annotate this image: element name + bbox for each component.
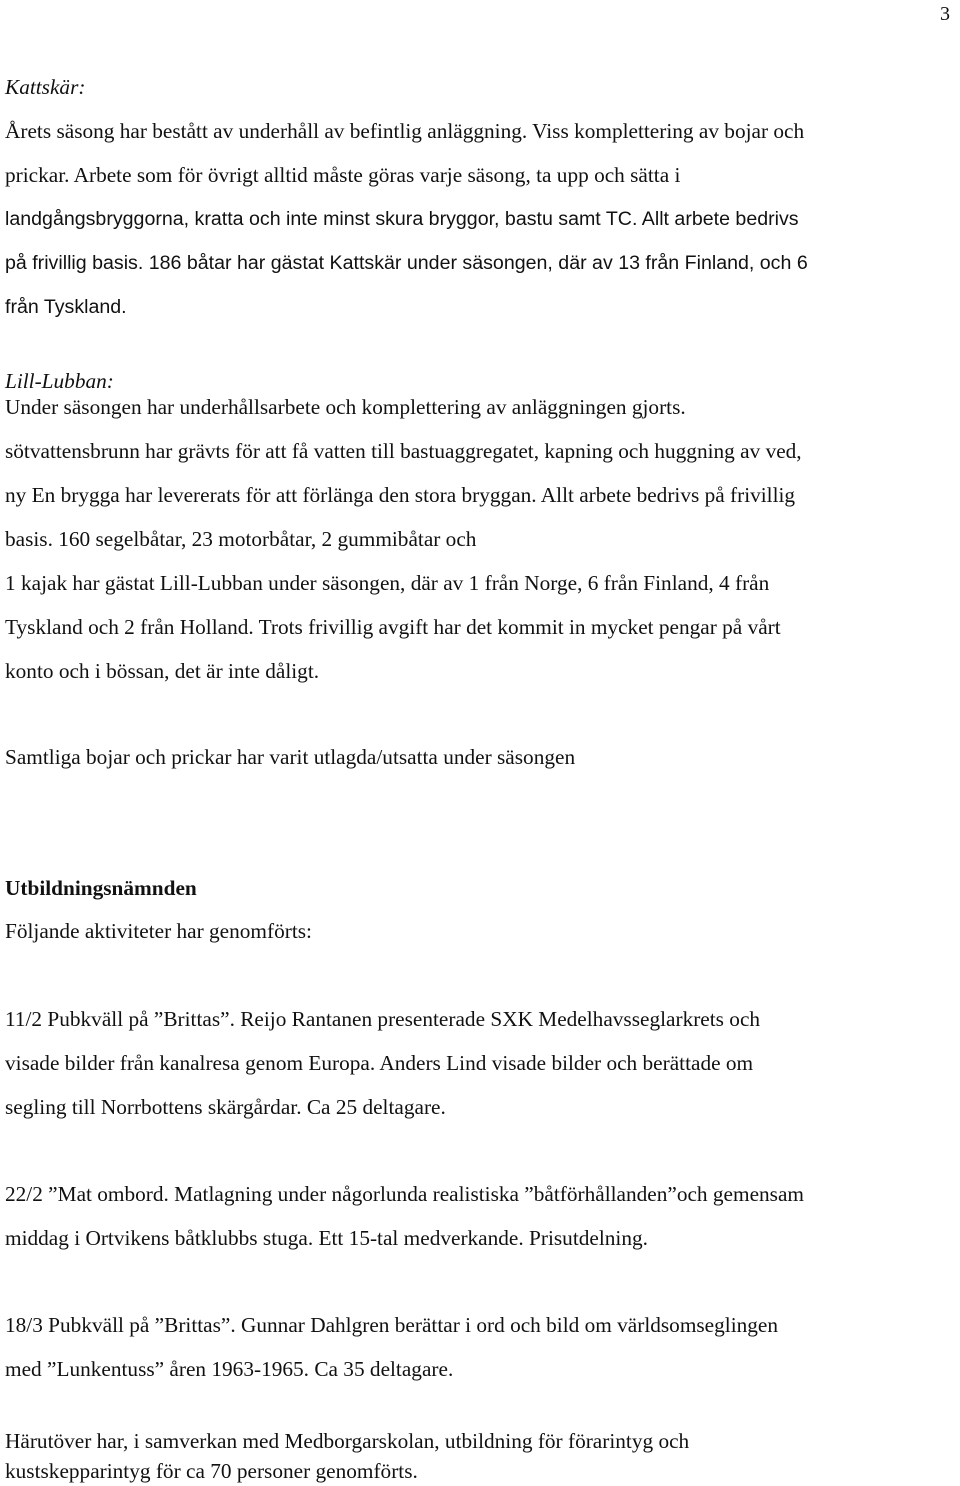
event-line: 18/3 Pubkväll på ”Brittas”. Gunnar Dahlgren berättar i ord och bild om världsomseglingen: [5, 1313, 779, 1337]
event-line: 11/2 Pubkväll på ”Brittas”. Reijo Rantanen presenterade SXK Medelhavsseglarkrets och: [5, 1007, 761, 1031]
closing-line: Härutöver har, i samverkan med Medborgarskolan, utbildning för förarintyg och: [5, 1429, 690, 1453]
paragraph-line: på frivillig basis. 186 båtar har gästat Kattskär under säsongen, där av 13 från Finland, och 6: [5, 252, 808, 274]
paragraph-line: Under säsongen har underhållsarbete och komplettering av anläggningen gjorts.: [5, 395, 686, 419]
closing-line: kustskepparintyg för ca 70 personer genomförts.: [5, 1459, 418, 1483]
section-heading-utbildningsnamnden: Utbildningsnämnden: [5, 876, 197, 900]
paragraph-line: Årets säsong har bestått av underhåll av befintlig anläggning. Viss komplettering av bojar och: [5, 119, 805, 143]
section-heading-lill-lubban: Lill-Lubban:: [5, 369, 114, 393]
paragraph-line: landgångsbryggorna, kratta och inte minst skura bryggor, bastu samt TC. Allt arbete bedrivs: [5, 208, 799, 230]
event-line: middag i Ortvikens båtklubbs stuga. Ett 15-tal medverkande. Prisutdelning.: [5, 1226, 648, 1250]
paragraph-line: prickar. Arbete som för övrigt alltid måste göras varje säsong, ta upp och sätta i: [5, 163, 681, 187]
paragraph-line: ny En brygga har levererats för att förlänga den stora bryggan. Allt arbete bedrivs på frivillig: [5, 483, 796, 507]
paragraph-line: konto och i bössan, det är inte dåligt.: [5, 659, 320, 683]
paragraph-line: 1 kajak har gästat Lill-Lubban under säsongen, där av 1 från Norge, 6 från Finland, 4 från: [5, 571, 770, 595]
event-line: 22/2 ”Mat ombord. Matlagning under någorlunda realistiska ”båtförhållanden”och gemensam: [5, 1182, 804, 1206]
paragraph-line: Tyskland och 2 från Holland. Trots frivillig avgift har det kommit in mycket pengar på vårt: [5, 615, 781, 639]
page-number: 3: [940, 3, 950, 25]
event-line: med ”Lunkentuss” åren 1963-1965. Ca 35 deltagare.: [5, 1357, 454, 1381]
paragraph-line: basis. 160 segelbåtar, 23 motorbåtar, 2 gummibåtar och: [5, 527, 477, 551]
section-heading-kattskar: Kattskär:: [5, 75, 86, 99]
paragraph-line: från Tyskland.: [5, 296, 127, 318]
buoys-note: Samtliga bojar och prickar har varit utlagda/utsatta under säsongen: [5, 745, 576, 769]
paragraph-line: sötvattensbrunn har grävts för att få vatten till bastuaggregatet, kapning och huggning av ved,: [5, 439, 802, 463]
event-line: visade bilder från kanalresa genom Europa. Anders Lind visade bilder och berättade om: [5, 1051, 754, 1075]
intro-line: Följande aktiviteter har genomförts:: [5, 919, 312, 943]
event-line: segling till Norrbottens skärgårdar. Ca 25 deltagare.: [5, 1095, 446, 1119]
